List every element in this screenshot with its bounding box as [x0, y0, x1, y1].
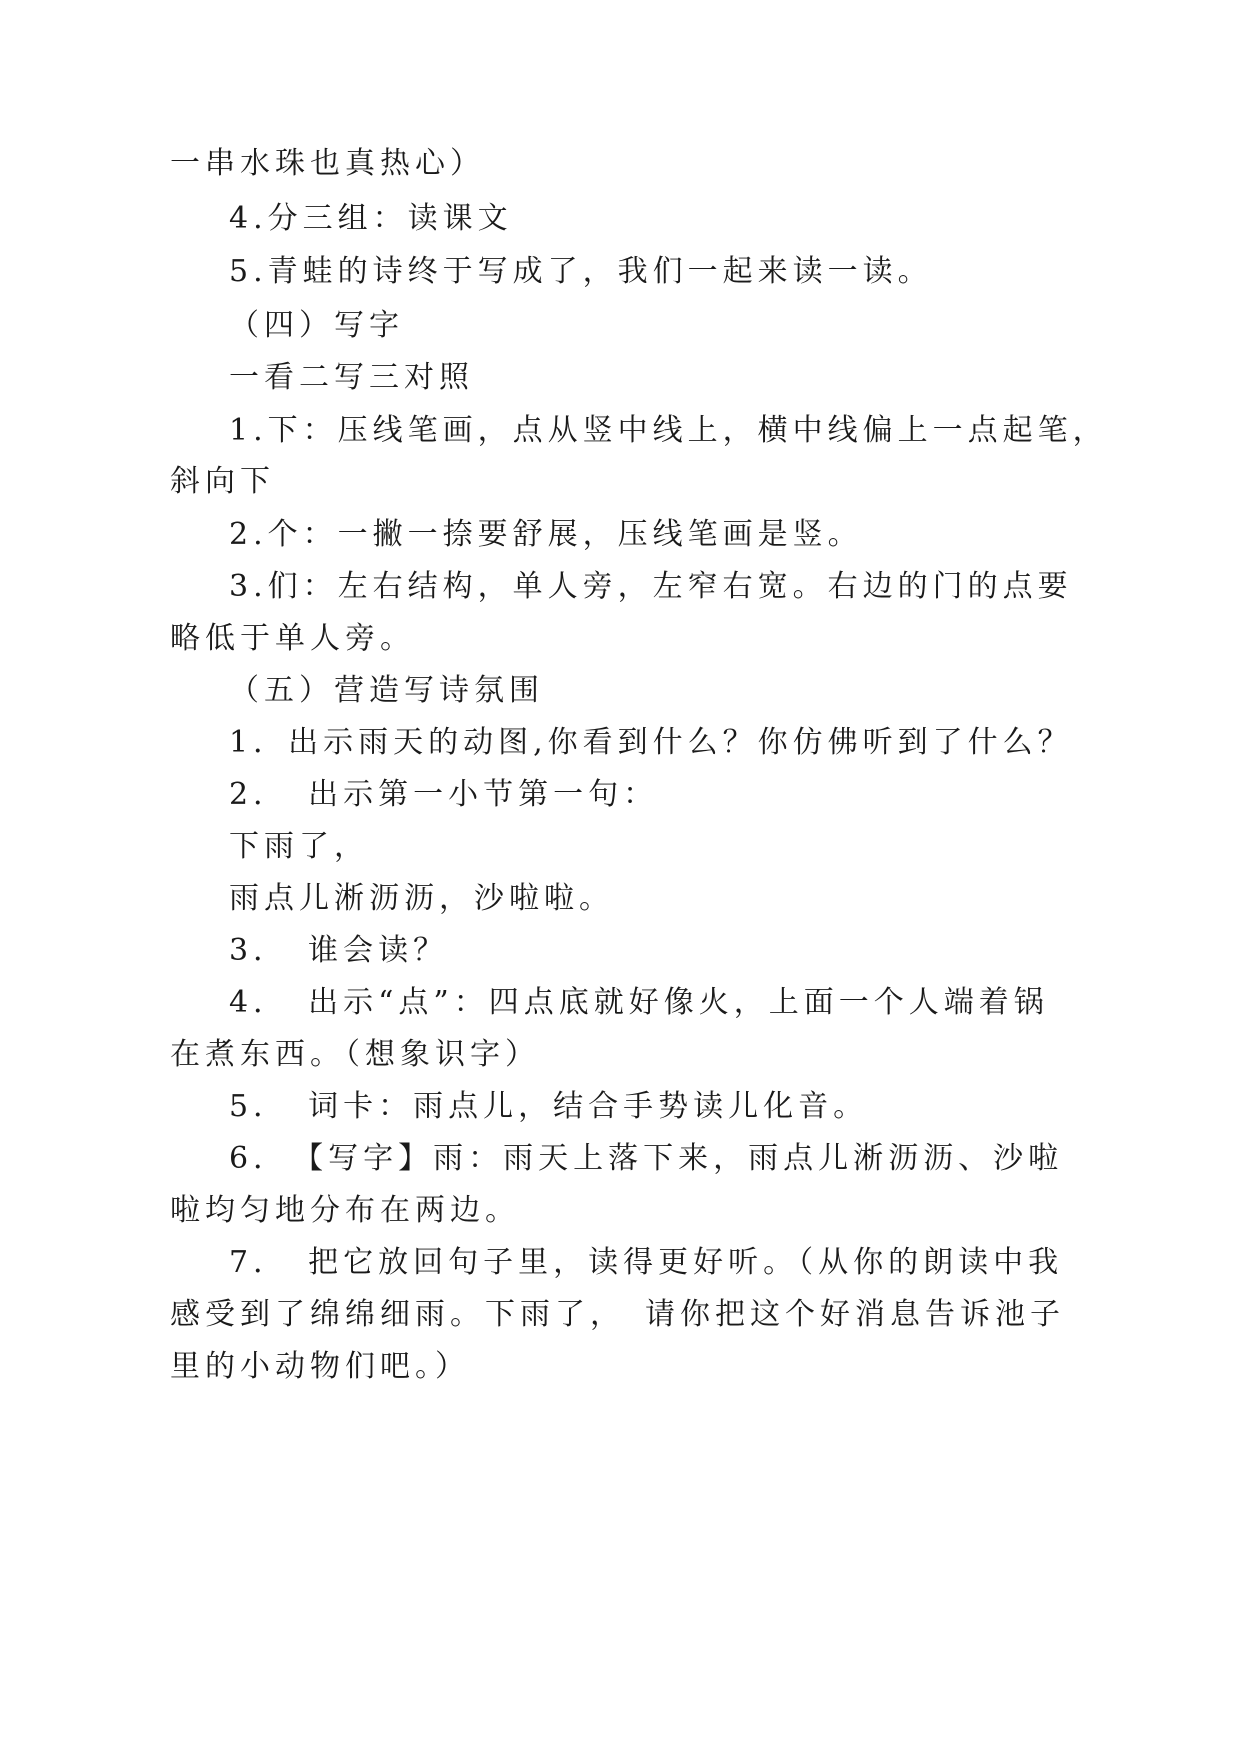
text-line: 1.下：压线笔画，点从竖中线上，横中线偏上一点起笔，	[229, 413, 1108, 448]
text-line: 里的小动物们吧。）	[170, 1349, 470, 1384]
text-line: 下雨了，	[229, 829, 369, 864]
text-line: 2． 出示第一小节第一句：	[229, 777, 659, 812]
text-line: 2.个：一撇一捺要舒展，压线笔画是竖。	[229, 517, 863, 552]
text-line: 4． 出示“点”：四点底就好像火，上面一个人端着锅	[229, 985, 1049, 1020]
text-line: 4.分三组：读课文	[229, 201, 513, 236]
text-line: 一看二写三对照	[229, 360, 474, 395]
text-line: 一串水珠也真热心）	[170, 146, 485, 181]
text-line: 略低于单人旁。	[170, 621, 415, 656]
text-line: 3． 谁会读？	[229, 933, 449, 968]
text-line: 雨点儿淅沥沥，沙啦啦。	[229, 881, 614, 916]
text-line: 啦均匀地分布在两边。	[170, 1193, 520, 1228]
section-heading: （五）营造写诗氛围	[229, 673, 544, 708]
text-line: 5． 词卡：雨点儿，结合手势读儿化音。	[229, 1089, 869, 1124]
text-line: 感受到了绵绵细雨。下雨了， 请你把这个好消息告诉池子	[170, 1297, 1065, 1332]
text-line: 斜向下	[170, 464, 275, 499]
text-line: 在煮东西。（想象识字）	[170, 1037, 540, 1072]
text-line: 5.青蛙的诗终于写成了，我们一起来读一读。	[229, 254, 933, 289]
section-heading: （四）写字	[229, 308, 404, 343]
text-line: 6． 【写字】雨：雨天上落下来，雨点儿淅沥沥、沙啦	[229, 1141, 1064, 1176]
text-line: 7． 把它放回句子里，读得更好听。（从你的朗读中我	[229, 1245, 1064, 1280]
text-line: 1．出示雨天的动图,你看到什么？你仿佛听到了什么？	[229, 725, 1073, 760]
text-line: 3.们：左右结构，单人旁，左窄右宽。右边的门的点要	[229, 569, 1073, 604]
